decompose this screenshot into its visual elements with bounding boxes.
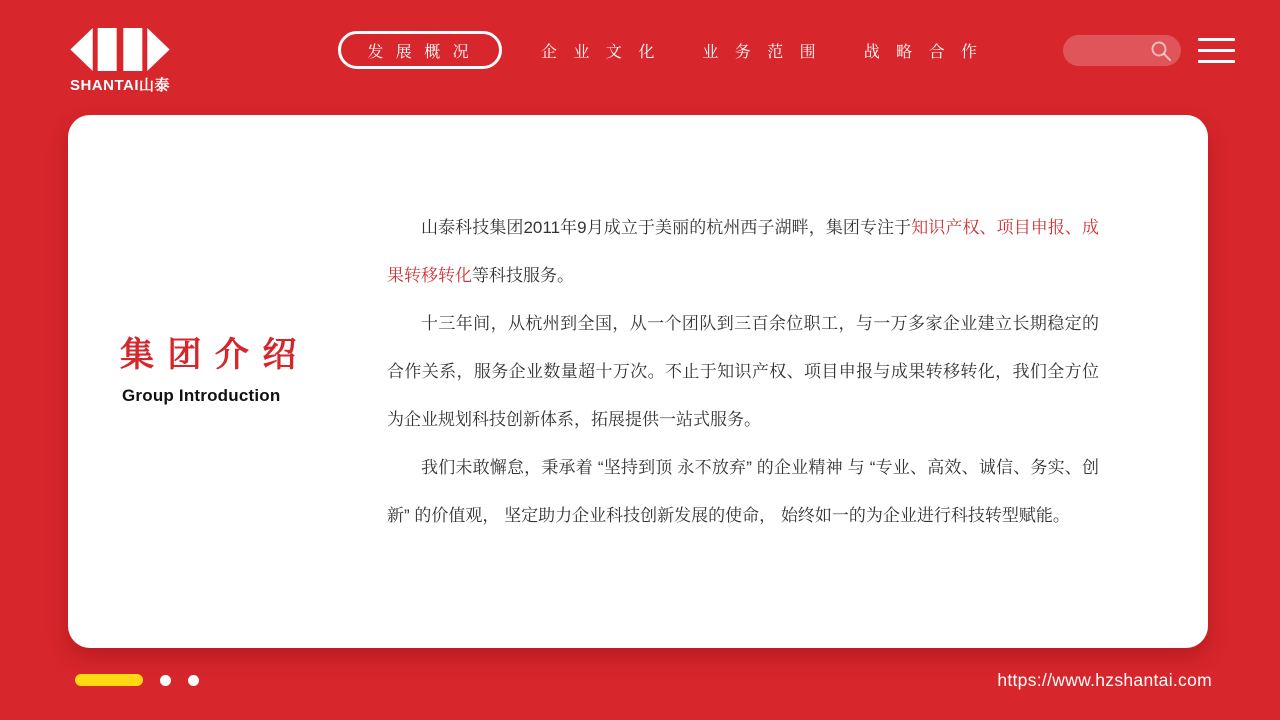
intro-paragraph bbox=[387, 204, 1099, 300]
hamburger-line bbox=[1198, 60, 1235, 63]
carousel-indicator[interactable] bbox=[160, 675, 171, 686]
paragraph-text: 山泰科技集团2011年9月成立于美丽的杭州西子湖畔，集团专注于 bbox=[421, 218, 912, 237]
highlighted-text: 知识产权、项目申报、成果转移转化 bbox=[387, 218, 1100, 285]
carousel-indicator-active[interactable] bbox=[75, 674, 143, 686]
section-title-block bbox=[120, 327, 370, 406]
section-title-en: Group Introduction bbox=[122, 386, 281, 405]
nav-item-corporate-culture[interactable]: 企 业 文 化 bbox=[541, 43, 661, 61]
paragraph-text: 等科技服务。 bbox=[472, 266, 574, 285]
paragraph-text: 十三年间，从杭州到全国，从一个团队到三百余位职工，与一万多家企业建立长期稳定的合作关系，服务企业数量超十万次。不止于知识产权、项目申报与成果转移转化，我们全方位为企业规划科技创新体系，拓展提供一站式服务。 bbox=[387, 314, 1099, 429]
site-header bbox=[0, 0, 1280, 100]
carousel-indicators bbox=[75, 674, 199, 686]
search-box[interactable] bbox=[1063, 35, 1181, 66]
shantai-logo-icon bbox=[70, 28, 170, 71]
search-icon[interactable] bbox=[1150, 40, 1172, 62]
website-url[interactable]: https://www.hzshantai.com bbox=[997, 670, 1212, 690]
intro-paragraph bbox=[387, 300, 1099, 444]
brand-logo[interactable] bbox=[68, 28, 172, 95]
paragraph-text: 我们未敢懈怠，秉承着 “坚持到顶 永不放弃” 的企业精神 与 “专业、高效、诚信、务实、创新” 的价值观， 坚定助力企业科技创新发展的使命， 始终如一的为企业进行科技转型赋能。 bbox=[387, 458, 1099, 525]
main-nav bbox=[541, 31, 983, 69]
hamburger-line bbox=[1198, 38, 1235, 41]
intro-paragraph bbox=[387, 444, 1099, 540]
search-input[interactable] bbox=[1063, 35, 1150, 66]
hamburger-menu-icon[interactable] bbox=[1198, 38, 1235, 63]
nav-item-strategic-cooperation[interactable]: 战 略 合 作 bbox=[863, 43, 984, 61]
brand-name: SHANTAI山泰 bbox=[69, 77, 171, 94]
intro-paragraphs bbox=[387, 204, 1099, 540]
nav-item-development-overview[interactable]: 发 展 概 况 bbox=[338, 31, 502, 69]
carousel-indicator[interactable] bbox=[188, 675, 199, 686]
content-card bbox=[68, 115, 1208, 648]
hamburger-line bbox=[1198, 49, 1235, 52]
section-title-cn: 集 团 介 绍 bbox=[120, 336, 299, 374]
nav-item-business-scope[interactable]: 业 务 范 围 bbox=[702, 43, 822, 61]
